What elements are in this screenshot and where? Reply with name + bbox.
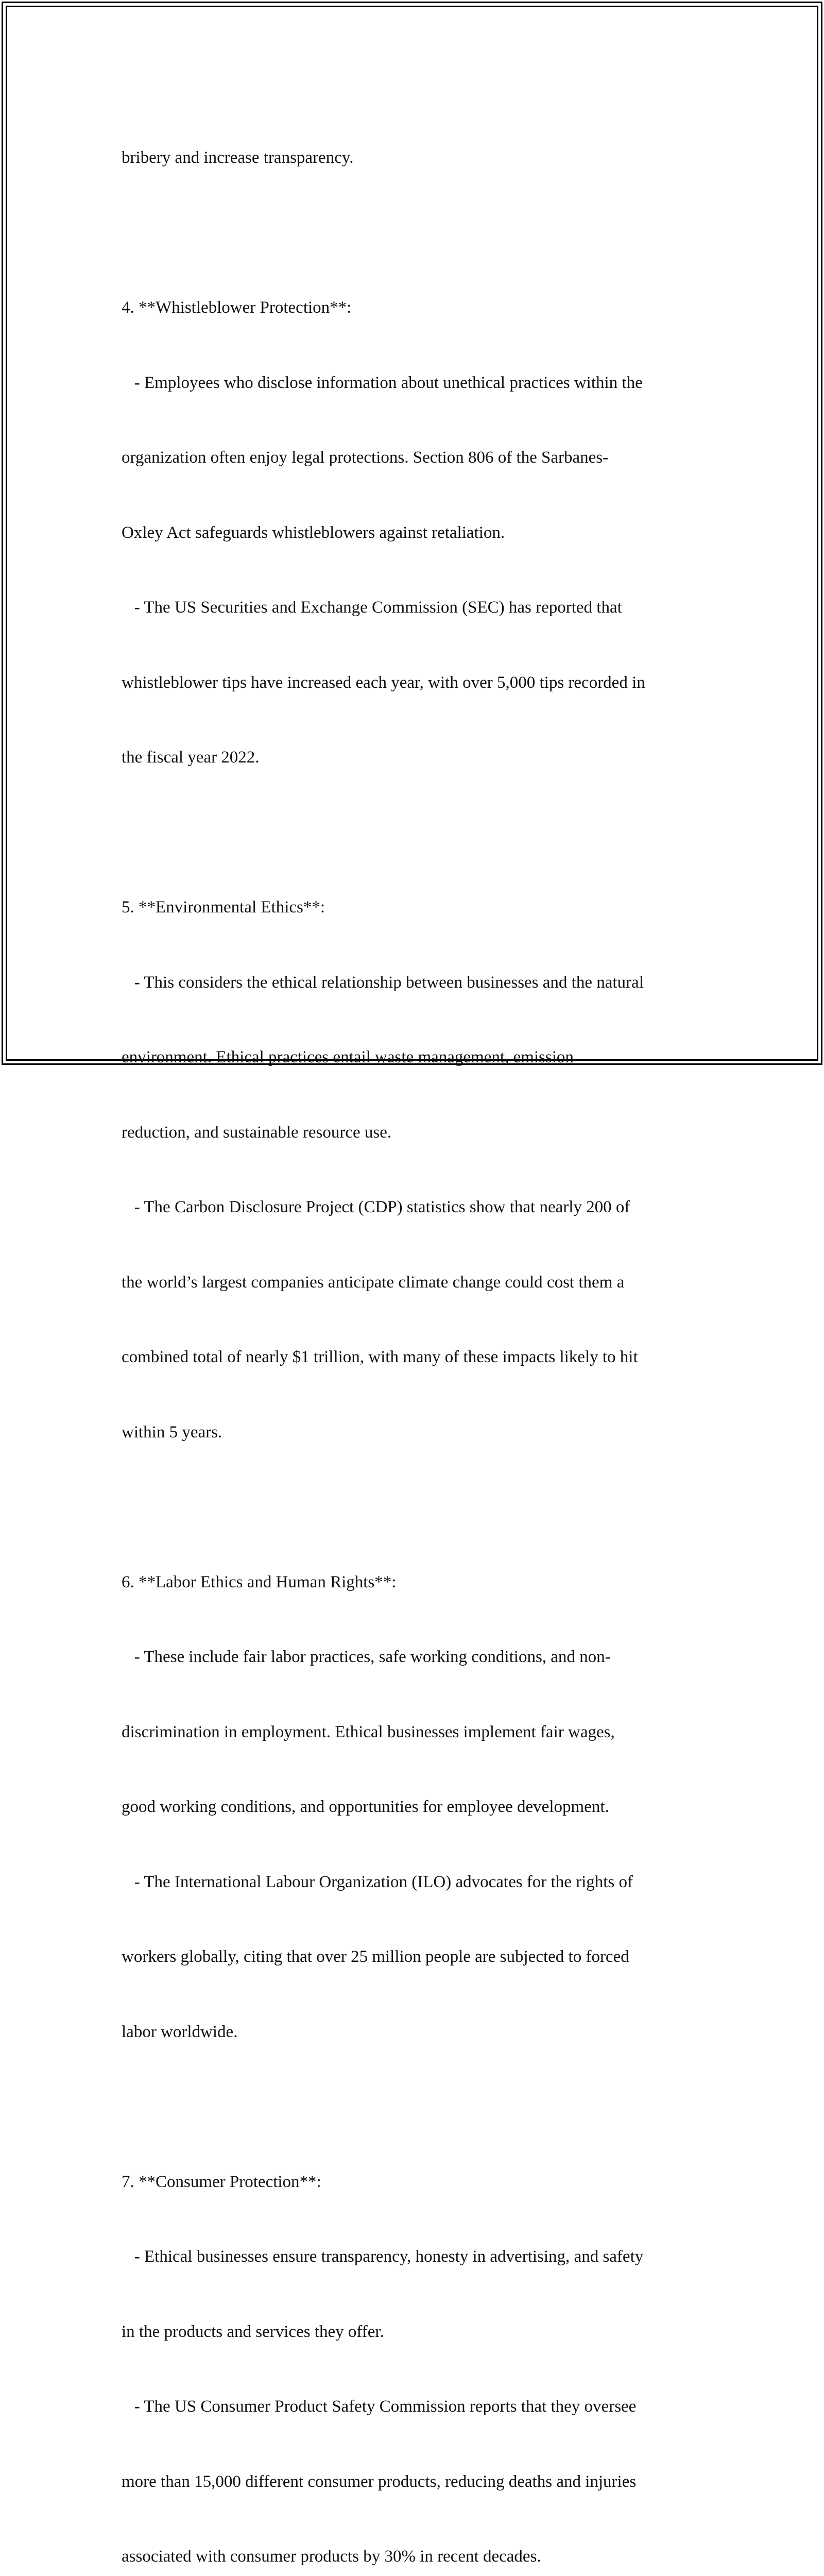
blank-line — [122, 221, 714, 246]
text-line: Oxley Act safeguards whistleblowers against retaliation. — [122, 523, 505, 542]
blank-line — [122, 820, 714, 845]
text-line: - The International Labour Organization (ILO) advocates for the rights of — [122, 1872, 633, 1891]
text-line: environment. Ethical practices entail waste management, emission — [122, 1048, 574, 1066]
text-line: - Employees who disclose information about unethical practices within the — [122, 373, 643, 392]
text-line: within 5 years. — [122, 1422, 222, 1442]
text-line: the fiscal year 2022. — [122, 748, 260, 767]
text-line: organization often enjoy legal protections. Section 806 of the Sarbanes- — [122, 448, 609, 467]
document-body — [122, 95, 714, 2576]
section-heading-environmental: 5. **Environmental Ethics**: — [122, 898, 325, 917]
text-line: associated with consumer products by 30% in recent decades. — [122, 2547, 541, 2566]
blank-line — [122, 2094, 714, 2120]
text-line: labor worldwide. — [122, 2022, 238, 2041]
text-line: more than 15,000 different consumer products, reducing deaths and injuries — [122, 2472, 637, 2491]
text-line: - This considers the ethical relationship between businesses and the natural — [122, 973, 644, 992]
text-line: in the products and services they offer. — [122, 2322, 384, 2341]
text-line: - The US Securities and Exchange Commission (SEC) has reported that — [122, 598, 622, 617]
text-line: discrimination in employment. Ethical businesses implement fair wages, — [122, 1722, 615, 1741]
text-line: good working conditions, and opportunities for employee development. — [122, 1798, 609, 1816]
text-line: reduction, and sustainable resource use. — [122, 1123, 392, 1142]
text-line: combined total of nearly $1 trillion, with many of these impacts likely to hit — [122, 1348, 638, 1366]
text-line: the world’s largest companies anticipate climate change could cost them a — [122, 1273, 625, 1292]
section-heading-labor: 6. **Labor Ethics and Human Rights**: — [122, 1572, 397, 1591]
section-heading-whistleblower: 4. **Whistleblower Protection**: — [122, 298, 352, 317]
text-line: - The Carbon Disclosure Project (CDP) statistics show that nearly 200 of — [122, 1198, 630, 1216]
text-line: - Ethical businesses ensure transparency, honesty in advertising, and safety — [122, 2247, 644, 2266]
text-line: workers globally, citing that over 25 million people are subjected to forced — [122, 1947, 629, 1966]
text-line: - The US Consumer Product Safety Commission reports that they oversee — [122, 2397, 637, 2416]
text-line: whistleblower tips have increased each year, with over 5,000 tips recorded in — [122, 673, 645, 692]
text-line: - These include fair labor practices, safe working conditions, and non- — [122, 1648, 611, 1666]
text-line: bribery and increase transparency. — [122, 148, 354, 167]
blank-line — [122, 1495, 714, 1520]
section-heading-consumer: 7. **Consumer Protection**: — [122, 2172, 321, 2191]
